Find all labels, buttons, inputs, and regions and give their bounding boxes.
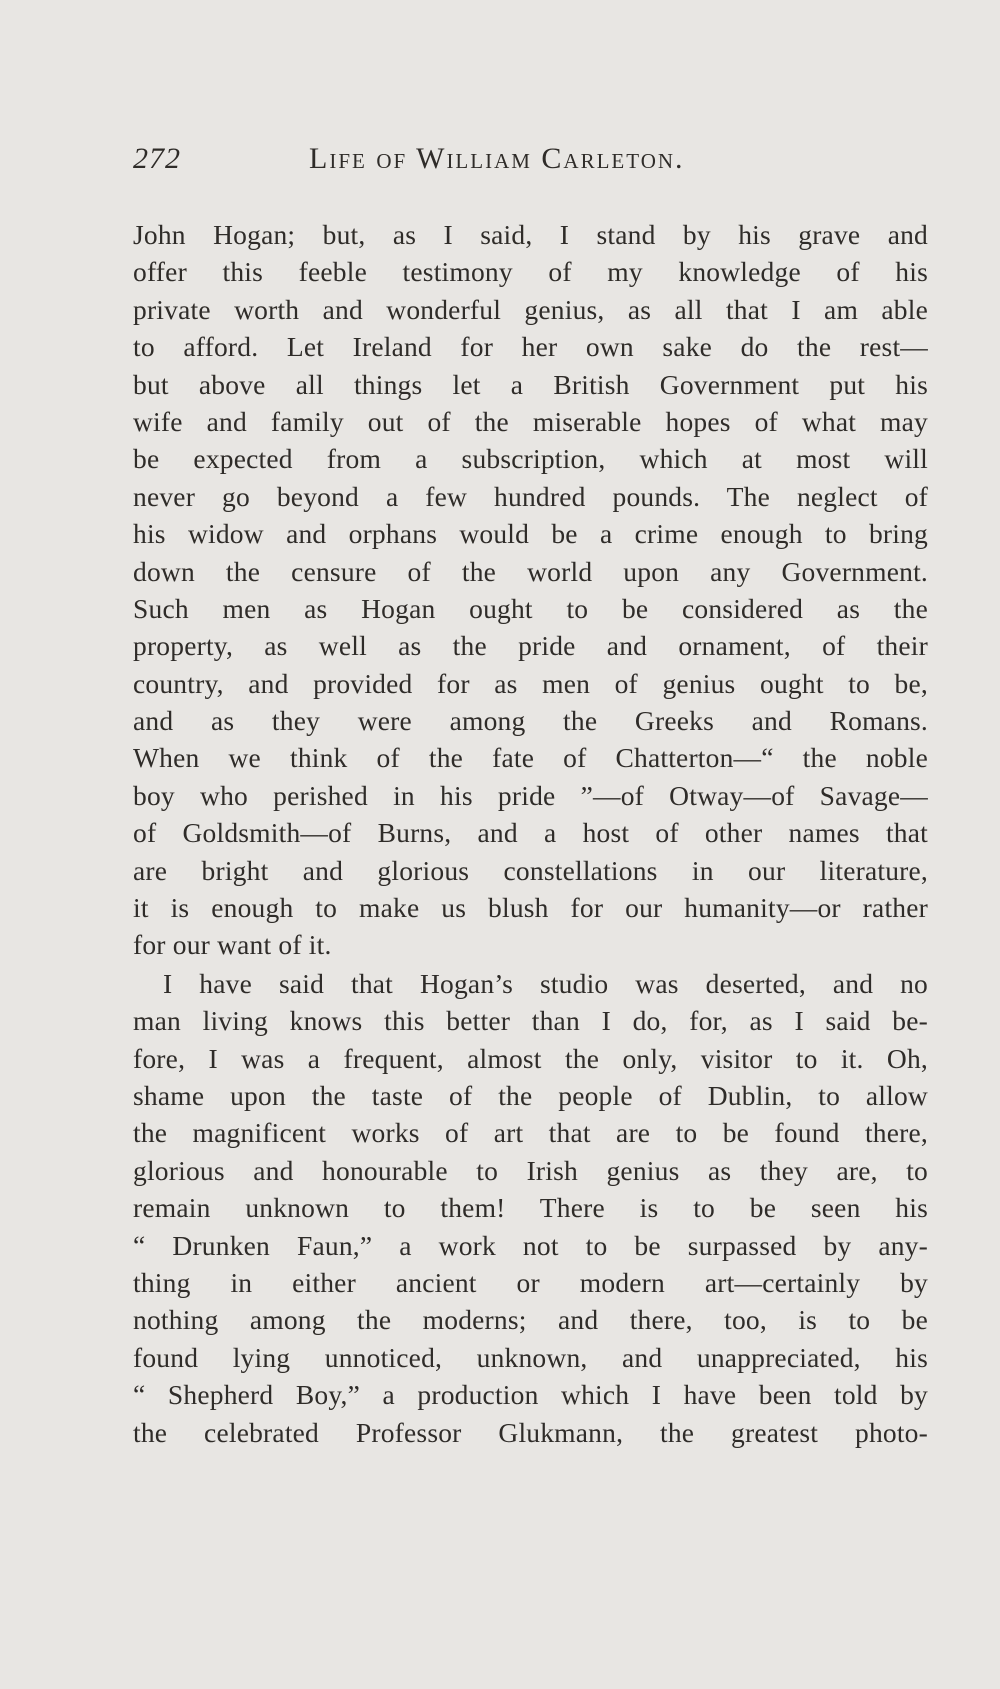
text-line: of Goldsmith—of Burns, and a host of other names that xyxy=(133,817,928,849)
text-line: man living knows this better than I do, for, as I said be- xyxy=(133,1005,928,1037)
text-line: property, as well as the pride and ornament, of their xyxy=(133,630,928,662)
text-line: remain unknown to them! There is to be seen his xyxy=(133,1192,928,1224)
text-line: and as they were among the Greeks and Romans. xyxy=(133,705,928,737)
text-line: thing in either ancient or modern art—certainly by xyxy=(133,1266,928,1298)
running-head xyxy=(133,142,881,182)
text-line: wife and family out of the miserable hopes of what may xyxy=(133,405,928,437)
text-line: shame upon the taste of the people of Dublin, to allow xyxy=(133,1079,928,1111)
text-line: down the censure of the world upon any Government. xyxy=(133,555,928,587)
text-line: be expected from a subscription, which at most will xyxy=(133,443,928,475)
paragraph-end-line: for our want of it. xyxy=(133,929,332,961)
text-line: “ Drunken Faun,” a work not to be surpassed by any- xyxy=(133,1229,928,1261)
text-line: found lying unnoticed, unknown, and unappreciated, his xyxy=(133,1341,928,1373)
body-text xyxy=(133,216,928,1451)
page-number: 272 xyxy=(133,142,181,175)
text-line: but above all things let a British Government put his xyxy=(133,368,928,400)
text-line: Such men as Hogan ought to be considered as the xyxy=(133,592,928,624)
running-title: Life of William Carleton. xyxy=(309,142,685,175)
text-line: boy who perished in his pride ”—of Otway—of Savage— xyxy=(133,779,928,811)
text-line: are bright and glorious constellations in our literature, xyxy=(133,854,928,886)
text-line: When we think of the fate of Chatterton—“ the noble xyxy=(133,742,928,774)
text-line: fore, I was a frequent, almost the only, visitor to it. Oh, xyxy=(133,1042,928,1074)
text-line: to afford. Let Ireland for her own sake do the rest— xyxy=(133,331,928,363)
text-line: the magnificent works of art that are to be found there, xyxy=(133,1117,928,1149)
text-line: it is enough to make us blush for our humanity—or rather xyxy=(133,892,928,924)
text-line: country, and provided for as men of genius ought to be, xyxy=(133,667,928,699)
text-line: nothing among the moderns; and there, too, is to be xyxy=(133,1304,928,1336)
text-line: private worth and wonderful genius, as all that I am able xyxy=(133,293,928,325)
text-line: offer this feeble testimony of my knowledge of his xyxy=(133,256,928,288)
text-line: glorious and honourable to Irish genius as they are, to xyxy=(133,1154,928,1186)
text-line: John Hogan; but, as I said, I stand by his grave and xyxy=(133,219,928,250)
text-line: “ Shepherd Boy,” a production which I have been told by xyxy=(133,1379,928,1411)
paragraph-start-line: I have said that Hogan’s studio was deserted, and no xyxy=(163,967,928,999)
text-line: his widow and orphans would be a crime enough to bring xyxy=(133,518,928,550)
text-line: never go beyond a few hundred pounds. The neglect of xyxy=(133,480,928,512)
text-line: the celebrated Professor Glukmann, the greatest photo- xyxy=(133,1416,928,1448)
